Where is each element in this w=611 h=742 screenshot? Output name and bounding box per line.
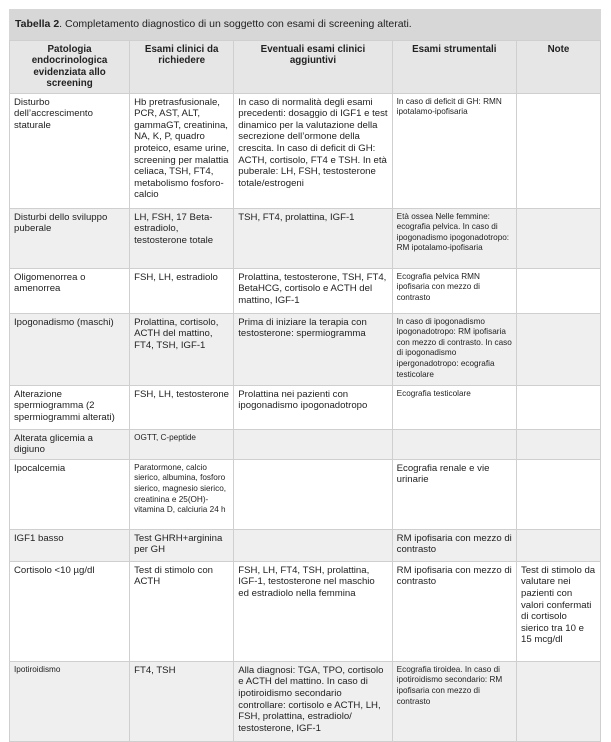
cell-patologia: Oligomenorrea o amenorrea xyxy=(10,268,130,313)
cell-strumentali xyxy=(392,429,516,459)
table-row xyxy=(10,429,601,459)
table-row xyxy=(10,529,601,561)
cell-esami: Test GHRH+arginina per GH xyxy=(130,529,234,561)
cell-aggiuntivi: Prima di iniziare la terapia con testosterone: spermiogramma xyxy=(234,313,392,385)
cell-strumentali: Età ossea Nelle femmine: ecografia pelvica. In caso di ipogonadismo ipogonadotropo: RM ipotalamo-ipofisaria xyxy=(392,208,516,268)
cell-patologia: IGF1 basso xyxy=(10,529,130,561)
cell-note xyxy=(517,268,601,313)
cell-aggiuntivi: Prolattina nei pazienti con ipogonadismo ipogonadotropo xyxy=(234,385,392,429)
cell-esami: Paratormone, calcio sierico, albumina, fosforo sierico, magnesio sierico, creatinina e 25(OH)-vitamina D, calciuria 24 h xyxy=(130,459,234,529)
header-esami: Esami clinici da richiedere xyxy=(130,41,234,94)
cell-note xyxy=(517,385,601,429)
cell-aggiuntivi: FSH, LH, FT4, TSH, prolattina, IGF-1, testosterone nel maschio ed estradiolo nella femmina xyxy=(234,561,392,661)
cell-note xyxy=(517,429,601,459)
cell-strumentali: Ecografia renale e vie urinarie xyxy=(392,459,516,529)
cell-patologia: Cortisolo <10 µg/dl xyxy=(10,561,130,661)
cell-aggiuntivi: TSH, FT4, prolattina, IGF-1 xyxy=(234,208,392,268)
table-row xyxy=(10,93,601,208)
cell-note xyxy=(517,93,601,208)
cell-esami: LH, FSH, 17 Beta-estradiolo, testosterone totale xyxy=(130,208,234,268)
header-row xyxy=(10,41,601,94)
cell-strumentali: RM ipofisaria con mezzo di contrasto xyxy=(392,529,516,561)
header-patologia: Patologia endocrinologica evidenziata allo screening xyxy=(10,41,130,94)
cell-strumentali: Ecografia tiroidea. In caso di ipotiroidismo secondario: RM ipofisaria con mezzo di contrasto xyxy=(392,661,516,741)
cell-note xyxy=(517,661,601,741)
cell-note xyxy=(517,208,601,268)
cell-note xyxy=(517,459,601,529)
cell-aggiuntivi: Prolattina, testosterone, TSH, FT4, BetaHCG, cortisolo e ACTH del mattino, IGF-1 xyxy=(234,268,392,313)
cell-note xyxy=(517,313,601,385)
cell-patologia: Ipocalcemia xyxy=(10,459,130,529)
cell-strumentali: In caso di deficit di GH: RMN ipotalamo-ipofisaria xyxy=(392,93,516,208)
cell-note: Test di stimolo da valutare nei pazienti con valori confermati di cortisolo sierico tra 10 e 15 mcg/dl xyxy=(517,561,601,661)
header-strumentali: Esami strumentali xyxy=(392,41,516,94)
table-row xyxy=(10,208,601,268)
cell-patologia: Ipotiroidismo xyxy=(10,661,130,741)
cell-strumentali: In caso di ipogonadismo ipogonadotropo: RM ipofisaria con mezzo di contrasto. In caso di ipogonadismo ipergonadotropo: ecografia testicolare xyxy=(392,313,516,385)
cell-strumentali: RM ipofisaria con mezzo di contrasto xyxy=(392,561,516,661)
table-caption xyxy=(9,9,601,40)
cell-esami: FT4, TSH xyxy=(130,661,234,741)
cell-esami: Test di stimolo con ACTH xyxy=(130,561,234,661)
header-aggiuntivi: Eventuali esami clinici aggiuntivi xyxy=(234,41,392,94)
cell-esami: FSH, LH, estradiolo xyxy=(130,268,234,313)
cell-aggiuntivi: Alla diagnosi: TGA, TPO, cortisolo e ACTH del mattino. In caso di ipotiroidismo secondario controllare: cortisolo e ACTH, LH, FSH, prolattina, estradiolo/ testosterone, IGF-1 xyxy=(234,661,392,741)
cell-patologia: Disturbi dello sviluppo puberale xyxy=(10,208,130,268)
cell-aggiuntivi xyxy=(234,459,392,529)
cell-strumentali: Ecografia testicolare xyxy=(392,385,516,429)
table-row xyxy=(10,268,601,313)
cell-note xyxy=(517,529,601,561)
cell-patologia: Ipogonadismo (maschi) xyxy=(10,313,130,385)
table-row xyxy=(10,313,601,385)
cell-esami: Prolattina, cortisolo, ACTH del mattino, FT4, TSH, IGF-1 xyxy=(130,313,234,385)
table-row xyxy=(10,459,601,529)
cell-aggiuntivi: In caso di normalità degli esami precedenti: dosaggio di IGF1 e test dinamico per la valutazione della secrezione dell’ormone della crescita. In caso di deficit di GH: ACTH, cortisolo, FT4 e TSH. In età puberale: LH, FSH, testosterone totale/estrogeni xyxy=(234,93,392,208)
cell-patologia: Disturbo dell’accrescimento staturale xyxy=(10,93,130,208)
caption-label: Tabella 2 xyxy=(15,18,60,30)
header-note: Note xyxy=(517,41,601,94)
table-row xyxy=(10,661,601,741)
caption-text: . Completamento diagnostico di un soggetto con esami di screening alterati. xyxy=(59,18,412,30)
diagnostic-table xyxy=(9,40,601,742)
cell-patologia: Alterazione spermiogramma (2 spermiogrammi alterati) xyxy=(10,385,130,429)
cell-esami: FSH, LH, testosterone xyxy=(130,385,234,429)
cell-esami: Hb pretrasfusionale, PCR, AST, ALT, gammaGT, creatinina, NA, K, P, quadro proteico, esame urine, screening per malattia celiaca, TSH, FT4, metabolismo fosforo-calcio xyxy=(130,93,234,208)
cell-aggiuntivi xyxy=(234,529,392,561)
table-row xyxy=(10,561,601,661)
cell-esami: OGTT, C-peptide xyxy=(130,429,234,459)
cell-patologia: Alterata glicemia a digiuno xyxy=(10,429,130,459)
cell-strumentali: Ecografia pelvica RMN ipofisaria con mezzo di contrasto xyxy=(392,268,516,313)
cell-aggiuntivi xyxy=(234,429,392,459)
table-row xyxy=(10,385,601,429)
table-container xyxy=(9,9,601,742)
